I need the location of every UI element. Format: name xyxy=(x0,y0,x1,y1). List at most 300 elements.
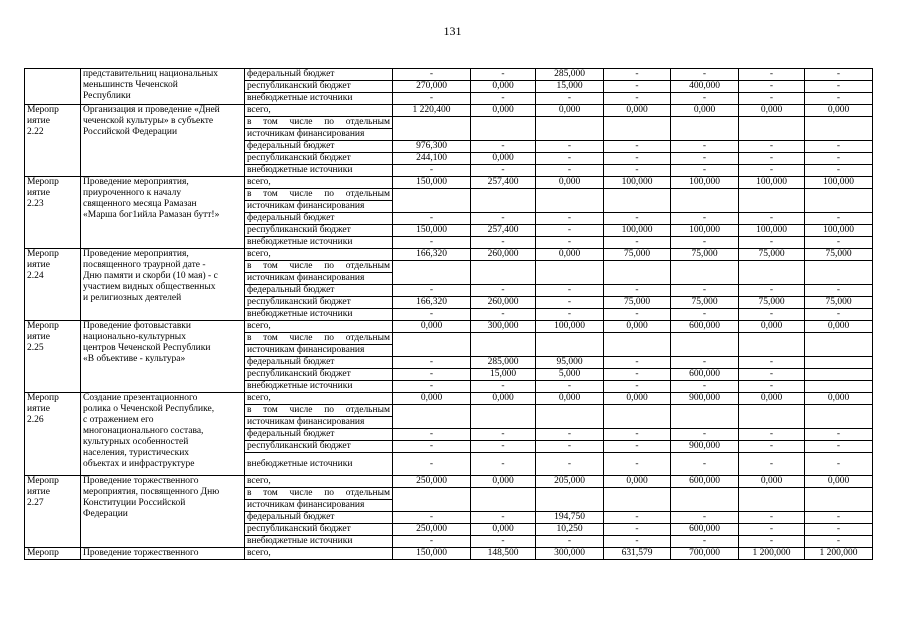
empty-value-cell xyxy=(536,488,604,512)
value-cell: 166,320 xyxy=(393,249,471,261)
activity-id-line: иятие xyxy=(27,332,50,342)
value-cell: - xyxy=(471,237,536,249)
value-cell: - xyxy=(805,524,873,536)
empty-value-cell xyxy=(393,333,471,357)
budget-table xyxy=(24,68,873,560)
empty-value-cell xyxy=(471,405,536,429)
activity-id-line: 2.23 xyxy=(27,199,44,209)
value-cell: - xyxy=(805,237,873,249)
activity-id-cell xyxy=(25,177,81,249)
value-cell: - xyxy=(805,441,873,453)
value-cell: 900,000 xyxy=(671,441,739,453)
value-cell: 0,000 xyxy=(739,393,805,405)
table-row xyxy=(25,321,873,333)
value-cell: 0,000 xyxy=(393,393,471,405)
value-cell: - xyxy=(805,453,873,476)
activity-id-cell xyxy=(25,249,81,321)
value-cell: - xyxy=(471,69,536,81)
activity-id-line: 2.22 xyxy=(27,127,44,137)
empty-value-cell xyxy=(536,405,604,429)
value-cell: - xyxy=(604,165,671,177)
table-row xyxy=(25,393,873,405)
value-cell: - xyxy=(536,237,604,249)
value-cell: - xyxy=(671,512,739,524)
value-cell: 900,000 xyxy=(671,393,739,405)
value-cell: 260,000 xyxy=(471,297,536,309)
activity-id-line: Меропр xyxy=(27,476,59,486)
value-cell: - xyxy=(671,536,739,548)
value-cell: 75,000 xyxy=(805,249,873,261)
activity-name-line: ролика о Чеченской Республике, xyxy=(83,404,215,414)
value-cell: 260,000 xyxy=(471,249,536,261)
activity-name-line: приуроченного к началу xyxy=(83,188,182,198)
empty-value-cell xyxy=(805,189,873,213)
value-cell: 75,000 xyxy=(739,249,805,261)
value-cell: - xyxy=(671,165,739,177)
value-cell: - xyxy=(393,213,471,225)
value-cell: - xyxy=(604,213,671,225)
value-cell: - xyxy=(739,285,805,297)
value-cell: 0,000 xyxy=(393,321,471,333)
activity-name-line: населения, туристических xyxy=(83,448,190,458)
value-cell: 285,000 xyxy=(536,69,604,81)
empty-value-cell xyxy=(393,189,471,213)
value-cell: - xyxy=(739,524,805,536)
value-cell: - xyxy=(604,524,671,536)
source-label: в том числе по отдельным xyxy=(245,333,393,345)
source-label: в том числе по отдельным xyxy=(245,488,393,500)
activity-name-line: Дню памяти и скорби (10 мая) - с xyxy=(83,271,218,281)
value-cell: - xyxy=(393,237,471,249)
empty-value-cell xyxy=(805,333,873,357)
source-label: внебюджетные источники xyxy=(245,453,393,476)
value-cell: - xyxy=(471,213,536,225)
value-cell: 0,000 xyxy=(471,393,536,405)
value-cell: - xyxy=(471,429,536,441)
activity-name-line: Российской Федерации xyxy=(83,127,178,137)
activity-name-cell xyxy=(81,249,245,321)
value-cell: - xyxy=(471,141,536,153)
source-label: всего, xyxy=(245,249,393,261)
value-cell: 150,000 xyxy=(393,225,471,237)
value-cell: - xyxy=(471,93,536,105)
activity-id-line: иятие xyxy=(27,260,50,270)
activity-name-line: «Марша бог1ийла Рамазан бутт!» xyxy=(83,210,220,220)
source-label: внебюджетные источники xyxy=(245,381,393,393)
activity-name-line: Создание презентационного xyxy=(83,393,198,403)
activity-name-line: Проведение торжественного xyxy=(83,548,199,558)
value-cell: 0,000 xyxy=(536,177,604,189)
value-cell: 75,000 xyxy=(671,297,739,309)
empty-value-cell xyxy=(536,333,604,357)
value-cell: - xyxy=(671,381,739,393)
value-cell: 0,000 xyxy=(604,476,671,488)
value-cell: 100,000 xyxy=(671,177,739,189)
value-cell: 700,000 xyxy=(671,548,739,560)
value-cell: - xyxy=(604,141,671,153)
empty-value-cell xyxy=(604,189,671,213)
value-cell: 75,000 xyxy=(604,249,671,261)
activity-name-cell xyxy=(81,548,245,560)
source-label: всего, xyxy=(245,177,393,189)
value-cell: - xyxy=(536,213,604,225)
value-cell: 0,000 xyxy=(739,321,805,333)
activity-name-cell xyxy=(81,476,245,548)
source-label: внебюджетные источники xyxy=(245,309,393,321)
activity-name-line: посвященного траурной дате - xyxy=(83,260,206,270)
value-cell: - xyxy=(604,429,671,441)
value-cell: - xyxy=(604,69,671,81)
value-cell: - xyxy=(739,429,805,441)
value-cell: - xyxy=(536,453,604,476)
value-cell: - xyxy=(393,441,471,453)
activity-id-line: 2.26 xyxy=(27,415,44,425)
source-label: всего, xyxy=(245,321,393,333)
empty-value-cell xyxy=(739,117,805,141)
empty-value-cell xyxy=(604,405,671,429)
value-cell: - xyxy=(604,512,671,524)
activity-id-line: 2.25 xyxy=(27,343,44,353)
activity-name-line: многонационального состава, xyxy=(83,426,204,436)
value-cell: 0,000 xyxy=(604,321,671,333)
value-cell: - xyxy=(739,512,805,524)
activity-name-line: Федерации xyxy=(83,509,128,519)
page-number: 131 xyxy=(443,24,462,38)
empty-value-cell xyxy=(471,333,536,357)
activity-id-cell xyxy=(25,105,81,177)
activity-name-line: культурных особенностей xyxy=(83,437,189,447)
value-cell: - xyxy=(739,69,805,81)
value-cell: - xyxy=(805,285,873,297)
value-cell: - xyxy=(671,309,739,321)
value-cell: 100,000 xyxy=(604,225,671,237)
value-cell: - xyxy=(671,141,739,153)
activity-id-line: Меропр xyxy=(27,321,59,331)
value-cell: - xyxy=(739,441,805,453)
value-cell: - xyxy=(536,297,604,309)
value-cell: 5,000 xyxy=(536,369,604,381)
source-label: республиканский бюджет xyxy=(245,225,393,237)
value-cell: 166,320 xyxy=(393,297,471,309)
activity-name-cell xyxy=(81,69,245,105)
value-cell: 150,000 xyxy=(393,177,471,189)
activity-id-line: иятие xyxy=(27,116,50,126)
value-cell: - xyxy=(471,309,536,321)
value-cell: 0,000 xyxy=(471,524,536,536)
value-cell: - xyxy=(739,81,805,93)
activity-name-line: Республики xyxy=(83,91,131,101)
empty-value-cell xyxy=(739,261,805,285)
empty-value-cell xyxy=(536,261,604,285)
value-cell: - xyxy=(805,81,873,93)
activity-id-cell xyxy=(25,69,81,105)
value-cell: 631,579 xyxy=(604,548,671,560)
source-label: федеральный бюджет xyxy=(245,429,393,441)
value-cell: 400,000 xyxy=(671,81,739,93)
activity-name-line: центров Чеченской Республики xyxy=(83,343,211,353)
value-cell: - xyxy=(604,381,671,393)
activity-name-line: Проведение торжественного xyxy=(83,476,199,486)
value-cell: 148,500 xyxy=(471,548,536,560)
value-cell: 75,000 xyxy=(739,297,805,309)
activity-name-line: священного месяца Рамазан xyxy=(83,199,197,209)
value-cell: - xyxy=(393,453,471,476)
value-cell: - xyxy=(671,153,739,165)
empty-value-cell xyxy=(471,117,536,141)
value-cell: - xyxy=(471,381,536,393)
activity-name-line: объектах и инфраструктуре xyxy=(83,459,195,469)
source-label: в том числе по отдельным xyxy=(245,405,393,417)
value-cell xyxy=(805,369,873,381)
value-cell: 75,000 xyxy=(604,297,671,309)
value-cell: - xyxy=(739,369,805,381)
value-cell: 75,000 xyxy=(805,297,873,309)
value-cell: 0,000 xyxy=(805,476,873,488)
value-cell: 100,000 xyxy=(536,321,604,333)
empty-value-cell xyxy=(393,405,471,429)
empty-value-cell xyxy=(471,189,536,213)
value-cell: - xyxy=(671,237,739,249)
value-cell: - xyxy=(739,536,805,548)
value-cell: - xyxy=(739,453,805,476)
value-cell: - xyxy=(536,381,604,393)
activity-id-line: 2.24 xyxy=(27,271,44,281)
empty-value-cell xyxy=(536,117,604,141)
value-cell: - xyxy=(739,165,805,177)
table-row xyxy=(25,105,873,117)
value-cell: 257,400 xyxy=(471,225,536,237)
value-cell: - xyxy=(604,441,671,453)
value-cell: - xyxy=(536,441,604,453)
empty-value-cell xyxy=(805,117,873,141)
empty-value-cell xyxy=(671,189,739,213)
activity-id-cell xyxy=(25,548,81,560)
activity-name-line: участием видных общественных xyxy=(83,282,216,292)
source-label: внебюджетные источники xyxy=(245,93,393,105)
value-cell: 0,000 xyxy=(604,393,671,405)
activity-id-cell xyxy=(25,476,81,548)
activity-name-cell xyxy=(81,321,245,393)
activity-name-cell xyxy=(81,393,245,476)
table-row xyxy=(25,69,873,81)
source-label: всего, xyxy=(245,393,393,405)
value-cell: 250,000 xyxy=(393,476,471,488)
value-cell: 600,000 xyxy=(671,524,739,536)
source-label: внебюджетные источники xyxy=(245,536,393,548)
empty-value-cell xyxy=(471,261,536,285)
value-cell: - xyxy=(471,512,536,524)
value-cell: - xyxy=(393,69,471,81)
source-label: всего, xyxy=(245,548,393,560)
activity-id-cell xyxy=(25,321,81,393)
value-cell: 0,000 xyxy=(604,105,671,117)
activity-id-line: 2.27 xyxy=(27,498,44,508)
empty-value-cell xyxy=(739,189,805,213)
value-cell: - xyxy=(536,225,604,237)
source-label: источникам финансирования xyxy=(245,345,393,357)
activity-name-line: Организация и проведение «Дней xyxy=(83,105,220,115)
activity-id-line: Меропр xyxy=(27,393,59,403)
value-cell: - xyxy=(739,141,805,153)
value-cell: 100,000 xyxy=(671,225,739,237)
value-cell: 75,000 xyxy=(671,249,739,261)
source-label: внебюджетные источники xyxy=(245,165,393,177)
value-cell: - xyxy=(671,453,739,476)
empty-value-cell xyxy=(604,261,671,285)
value-cell: 1 200,000 xyxy=(739,548,805,560)
value-cell: 0,000 xyxy=(805,321,873,333)
source-label: федеральный бюджет xyxy=(245,512,393,524)
value-cell: 0,000 xyxy=(739,476,805,488)
value-cell: - xyxy=(536,309,604,321)
source-label: республиканский бюджет xyxy=(245,369,393,381)
activity-name-line: меньшинств Чеченской xyxy=(83,80,178,90)
empty-value-cell xyxy=(671,117,739,141)
value-cell: 1 200,000 xyxy=(805,548,873,560)
value-cell: - xyxy=(671,69,739,81)
value-cell: - xyxy=(536,165,604,177)
value-cell: - xyxy=(393,357,471,369)
empty-value-cell xyxy=(805,488,873,512)
activity-name-line: представительниц национальных xyxy=(83,69,218,79)
activity-name-line: чеченской культуры» в субъекте xyxy=(83,116,214,126)
empty-value-cell xyxy=(739,488,805,512)
source-label: республиканский бюджет xyxy=(245,441,393,453)
activity-name-line: Проведение мероприятия, xyxy=(83,249,189,259)
activity-name-line: национально-культурных xyxy=(83,332,186,342)
value-cell: - xyxy=(805,309,873,321)
value-cell: - xyxy=(471,165,536,177)
value-cell: - xyxy=(536,285,604,297)
value-cell: - xyxy=(536,93,604,105)
empty-value-cell xyxy=(393,488,471,512)
value-cell: 0,000 xyxy=(536,105,604,117)
empty-value-cell xyxy=(604,117,671,141)
empty-value-cell xyxy=(739,333,805,357)
activity-name-cell xyxy=(81,105,245,177)
activity-id-line: иятие xyxy=(27,487,50,497)
value-cell: - xyxy=(805,165,873,177)
value-cell: - xyxy=(393,309,471,321)
empty-value-cell xyxy=(471,488,536,512)
value-cell: - xyxy=(471,453,536,476)
source-label: всего, xyxy=(245,105,393,117)
value-cell: 0,000 xyxy=(536,393,604,405)
value-cell: 285,000 xyxy=(471,357,536,369)
source-label: федеральный бюджет xyxy=(245,357,393,369)
source-label: в том числе по отдельным xyxy=(245,117,393,129)
value-cell: 0,000 xyxy=(805,393,873,405)
value-cell: 270,000 xyxy=(393,81,471,93)
value-cell: - xyxy=(604,285,671,297)
empty-value-cell xyxy=(604,333,671,357)
activity-name-line: Проведение мероприятия, xyxy=(83,177,189,187)
value-cell: - xyxy=(471,285,536,297)
value-cell: 0,000 xyxy=(471,476,536,488)
value-cell: - xyxy=(536,141,604,153)
activity-id-line: Меропр xyxy=(27,548,59,558)
value-cell: - xyxy=(536,153,604,165)
value-cell: - xyxy=(536,536,604,548)
value-cell xyxy=(805,381,873,393)
value-cell: - xyxy=(604,153,671,165)
value-cell: 100,000 xyxy=(604,177,671,189)
value-cell: 0,000 xyxy=(671,105,739,117)
value-cell: - xyxy=(739,213,805,225)
value-cell: - xyxy=(739,357,805,369)
value-cell: - xyxy=(671,429,739,441)
table-row xyxy=(25,548,873,560)
empty-value-cell xyxy=(671,333,739,357)
value-cell: - xyxy=(805,536,873,548)
source-label: источникам финансирования xyxy=(245,500,393,512)
value-cell: - xyxy=(393,512,471,524)
value-cell: - xyxy=(805,512,873,524)
empty-value-cell xyxy=(393,117,471,141)
value-cell: - xyxy=(604,81,671,93)
value-cell: 194,750 xyxy=(536,512,604,524)
value-cell: 15,000 xyxy=(536,81,604,93)
activity-name-line: «В объективе - культура» xyxy=(83,354,186,364)
value-cell: - xyxy=(805,153,873,165)
value-cell: 250,000 xyxy=(393,524,471,536)
activity-id-line: иятие xyxy=(27,188,50,198)
table-row xyxy=(25,249,873,261)
value-cell: - xyxy=(739,381,805,393)
source-label: федеральный бюджет xyxy=(245,285,393,297)
activity-name-line: с отражением его xyxy=(83,415,154,425)
empty-value-cell xyxy=(671,261,739,285)
value-cell: 600,000 xyxy=(671,321,739,333)
activity-name-line: и религиозных деятелей xyxy=(83,293,182,303)
value-cell: 0,000 xyxy=(536,249,604,261)
source-label: в том числе по отдельным xyxy=(245,189,393,201)
value-cell: 100,000 xyxy=(739,177,805,189)
source-label: в том числе по отдельным xyxy=(245,261,393,273)
value-cell: - xyxy=(604,369,671,381)
value-cell: 0,000 xyxy=(739,105,805,117)
value-cell: - xyxy=(805,213,873,225)
value-cell: - xyxy=(805,93,873,105)
source-label: республиканский бюджет xyxy=(245,297,393,309)
activity-id-line: Меропр xyxy=(27,249,59,259)
table-row xyxy=(25,177,873,189)
value-cell: - xyxy=(604,309,671,321)
value-cell: 600,000 xyxy=(671,369,739,381)
source-label: источникам финансирования xyxy=(245,201,393,213)
value-cell: - xyxy=(604,357,671,369)
value-cell: - xyxy=(805,69,873,81)
activity-id-line: иятие xyxy=(27,404,50,414)
source-label: источникам финансирования xyxy=(245,417,393,429)
value-cell: - xyxy=(604,453,671,476)
value-cell: 257,400 xyxy=(471,177,536,189)
activity-name-cell xyxy=(81,177,245,249)
value-cell: - xyxy=(393,285,471,297)
value-cell: - xyxy=(393,536,471,548)
source-label: республиканский бюджет xyxy=(245,524,393,536)
value-cell: 1 220,400 xyxy=(393,105,471,117)
value-cell: 205,000 xyxy=(536,476,604,488)
value-cell xyxy=(805,357,873,369)
activity-name-line: Конституции Российской xyxy=(83,498,186,508)
empty-value-cell xyxy=(671,488,739,512)
value-cell: - xyxy=(671,93,739,105)
activity-id-line: Меропр xyxy=(27,177,59,187)
value-cell: 95,000 xyxy=(536,357,604,369)
value-cell: - xyxy=(604,237,671,249)
value-cell: 10,250 xyxy=(536,524,604,536)
